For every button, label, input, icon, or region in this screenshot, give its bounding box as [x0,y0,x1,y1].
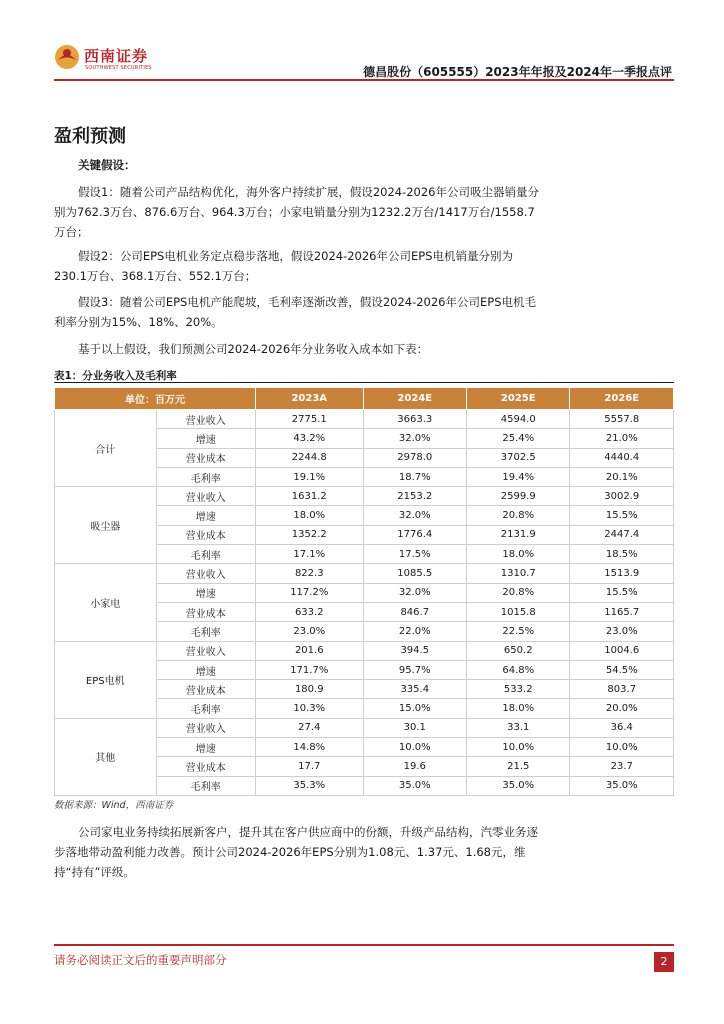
metric-value: 22.0% [363,622,466,641]
metric-value: 32.0% [363,429,466,448]
metric-value: 35.3% [256,776,364,795]
metric-label: 营业收入 [156,641,256,660]
table-row [55,641,674,660]
metric-value: 18.0% [256,506,364,525]
metric-value: 3663.3 [363,410,466,429]
metric-value: 15.5% [570,506,674,525]
metric-label: 增速 [156,583,256,602]
metric-value: 19.6 [363,757,466,776]
table-row [55,718,674,737]
assumption-1: 假设1：随着公司产品结构优化，海外客户持续扩展，假设2024-2026年公司吸尘器销量分别为762.3万台、876.6万台、964.3万台；小家电销量分别为1232.2万台/1417万台/1558.7万台； [54,185,539,239]
metric-value: 5557.8 [570,410,674,429]
metric-value: 20.1% [570,467,674,486]
logo-chinese-name: 西南证券 [84,47,149,65]
table-intro: 基于以上假设，我们预测公司2024-2026年分业务收入成本如下表： [78,342,429,356]
metric-label: 增速 [156,660,256,679]
year-header: 2025E [467,388,570,410]
metric-label: 毛利率 [156,545,256,564]
report-title: 德昌股份（605555）2023年年报及2024年一季报点评 [363,65,672,79]
metric-value: 4594.0 [467,410,570,429]
table-body [55,410,674,796]
metric-label: 毛利率 [156,699,256,718]
page-header [54,40,674,80]
assumption-2: 假设2：公司EPS电机业务定点稳步落地，假设2024-2026年公司EPS电机销量分别为230.1万台、368.1万台、552.1万台； [54,249,513,283]
unit-header: 单位：百万元 [55,388,256,410]
metric-value: 171.7% [256,660,364,679]
table-row [55,487,674,506]
metric-label: 营业成本 [156,680,256,699]
section-title: 盈利预测 [54,126,126,147]
year-header: 2026E [570,388,674,410]
metric-label: 毛利率 [156,776,256,795]
metric-label: 增速 [156,506,256,525]
metric-value: 2775.1 [256,410,364,429]
metric-value: 15.5% [570,583,674,602]
metric-value: 64.8% [467,660,570,679]
metric-label: 营业成本 [156,448,256,467]
table-header-row [55,388,674,410]
metric-value: 18.0% [467,545,570,564]
metric-label: 营业收入 [156,564,256,583]
assumption-3: 假设3：随着公司EPS电机产能爬坡，毛利率逐渐改善，假设2024-2026年公司EPS电机毛利率分别为15%、18%、20%。 [54,295,536,329]
metric-value: 1631.2 [256,487,364,506]
metric-value: 19.4% [467,467,570,486]
conclusion-paragraph: 公司家电业务持续拓展新客户，提升其在客户供应商中的份额，升级产品结构，汽零业务逐步落地带动盈利能力改善。预计公司2024-2026年EPS分别为1.08元、1.37元、1.68元，维持“持有”评级。 [54,825,538,879]
metric-value: 2447.4 [570,525,674,544]
segment-name: EPS电机 [55,641,157,718]
metric-value: 180.9 [256,680,364,699]
metric-label: 营业成本 [156,757,256,776]
year-header: 2023A [256,388,364,410]
header-divider [54,79,674,81]
metric-value: 1513.9 [570,564,674,583]
segment-name: 合计 [55,410,157,487]
metric-value: 21.5 [467,757,570,776]
metric-value: 201.6 [256,641,364,660]
metric-value: 20.8% [467,506,570,525]
metric-value: 21.0% [570,429,674,448]
metric-value: 20.0% [570,699,674,718]
metric-value: 4440.4 [570,448,674,467]
metric-value: 23.0% [256,622,364,641]
metric-value: 822.3 [256,564,364,583]
metric-value: 335.4 [363,680,466,699]
metric-label: 营业收入 [156,410,256,429]
metric-value: 23.7 [570,757,674,776]
metric-value: 17.1% [256,545,364,564]
metric-value: 1310.7 [467,564,570,583]
metric-value: 23.0% [570,622,674,641]
metric-value: 17.5% [363,545,466,564]
metric-label: 营业成本 [156,525,256,544]
data-source: 数据来源：Wind，西南证券 [54,800,174,811]
metric-value: 846.7 [363,602,466,621]
metric-value: 2978.0 [363,448,466,467]
metric-value: 10.0% [570,738,674,757]
metric-label: 营业成本 [156,602,256,621]
metric-value: 633.2 [256,602,364,621]
metric-value: 18.5% [570,545,674,564]
footer-divider [54,944,674,946]
metric-value: 20.8% [467,583,570,602]
metric-value: 33.1 [467,718,570,737]
metric-value: 3002.9 [570,487,674,506]
metric-value: 533.2 [467,680,570,699]
metric-value: 35.0% [467,776,570,795]
metric-value: 35.0% [363,776,466,795]
metric-value: 394.5 [363,641,466,660]
metric-label: 增速 [156,738,256,757]
caption-divider [54,382,674,383]
assumptions-heading: 关键假设： [78,158,136,172]
metric-value: 10.0% [363,738,466,757]
logo-english-name: SOUTHWEST SECURITIES [85,65,152,71]
metric-label: 毛利率 [156,467,256,486]
metric-value: 36.4 [570,718,674,737]
metric-value: 35.0% [570,776,674,795]
metric-value: 43.2% [256,429,364,448]
metric-value: 117.2% [256,583,364,602]
metric-value: 1165.7 [570,602,674,621]
metric-value: 10.3% [256,699,364,718]
metric-label: 营业收入 [156,487,256,506]
metric-label: 增速 [156,429,256,448]
table-row [55,564,674,583]
metric-value: 22.5% [467,622,570,641]
metric-value: 17.7 [256,757,364,776]
metric-value: 650.2 [467,641,570,660]
metric-value: 2131.9 [467,525,570,544]
metric-value: 54.5% [570,660,674,679]
metric-value: 1352.2 [256,525,364,544]
metric-value: 10.0% [467,738,570,757]
southwest-securities-logo-icon [54,44,80,70]
metric-value: 2599.9 [467,487,570,506]
metric-value: 1085.5 [363,564,466,583]
metric-value: 803.7 [570,680,674,699]
page-number: 2 [654,952,674,972]
metric-value: 27.4 [256,718,364,737]
segment-name: 吸尘器 [55,487,157,564]
segment-name: 小家电 [55,564,157,641]
metric-value: 14.8% [256,738,364,757]
year-header: 2024E [363,388,466,410]
metric-value: 19.1% [256,467,364,486]
metric-label: 毛利率 [156,622,256,641]
business-revenue-table [54,387,674,796]
metric-value: 32.0% [363,583,466,602]
disclaimer-notice: 请务必阅读正文后的重要声明部分 [54,953,227,967]
metric-value: 25.4% [467,429,570,448]
metric-value: 3702.5 [467,448,570,467]
metric-value: 95.7% [363,660,466,679]
metric-value: 15.0% [363,699,466,718]
metric-label: 营业收入 [156,718,256,737]
metric-value: 32.0% [363,506,466,525]
metric-value: 2244.8 [256,448,364,467]
metric-value: 30.1 [363,718,466,737]
metric-value: 18.0% [467,699,570,718]
metric-value: 1015.8 [467,602,570,621]
metric-value: 2153.2 [363,487,466,506]
table-caption: 表1：分业务收入及毛利率 [54,370,177,382]
segment-name: 其他 [55,718,157,795]
metric-value: 1776.4 [363,525,466,544]
metric-value: 18.7% [363,467,466,486]
metric-value: 1004.6 [570,641,674,660]
table-row [55,410,674,429]
